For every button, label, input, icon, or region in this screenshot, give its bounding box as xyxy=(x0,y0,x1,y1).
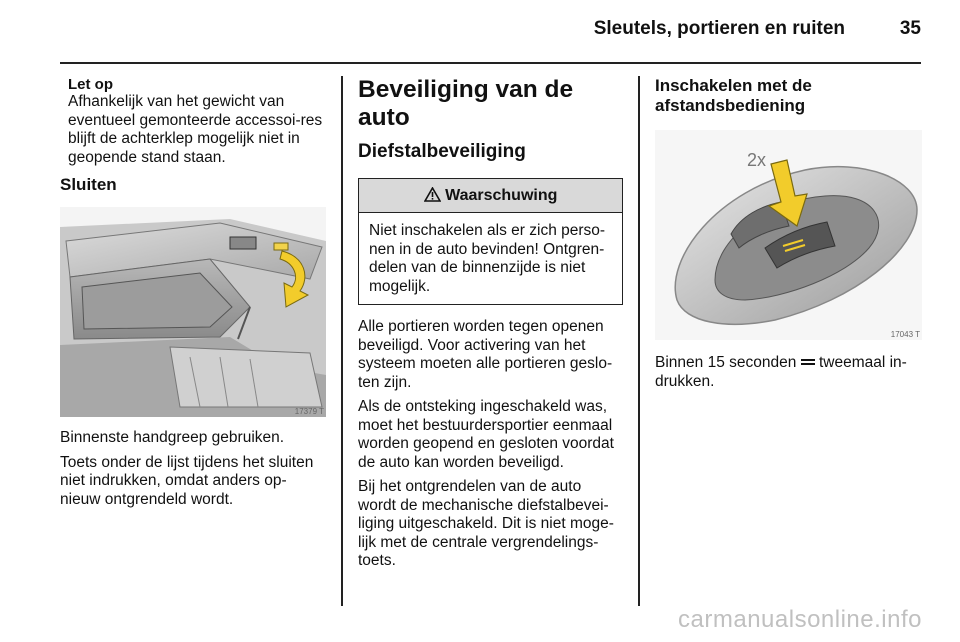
paragraph: Toets onder de lijst tijdens het sluiten niet indrukken, omdat anders op-nieuw ontgrendeld wordt. xyxy=(60,453,314,508)
warning-header xyxy=(359,179,622,213)
column-left xyxy=(60,76,326,515)
paragraph: Alle portieren worden tegen openen beveiligd. Voor activering van het systeem moeten alle portieren geslo-ten zijn. xyxy=(358,318,613,391)
subheading: Diefstalbeveiliging xyxy=(358,141,526,162)
column-divider-2 xyxy=(638,76,640,606)
note-text: Afhankelijk van het gewicht van eventueel gemonteerde accessoi-res blijft de achterklep mogelijk niet in geopende stand staan. xyxy=(68,93,323,166)
warning-text: Niet inschakelen als er zich perso-nen in de auto bevinden! Ontgren-delen van de binnenzijde is niet mogelijk. xyxy=(369,222,606,295)
warning-box xyxy=(358,178,623,305)
section-heading-sluiten: Sluiten xyxy=(60,175,117,194)
page-header-title: Sleutels, portieren en ruiten xyxy=(593,18,845,39)
paragraph: Binnenste handgreep gebruiken. xyxy=(60,429,285,446)
column-divider-1 xyxy=(341,76,343,606)
instruction-paragraph xyxy=(655,354,922,391)
instruction-text-start: Binnen 15 seconden xyxy=(655,354,797,371)
main-heading: Beveiliging van de auto xyxy=(358,76,574,131)
warning-triangle-icon xyxy=(424,187,441,202)
warning-body xyxy=(359,213,622,304)
watermark: carmanualsonline.info xyxy=(678,606,922,633)
figure-code: 17379 T xyxy=(294,407,324,416)
remote-key-illustration xyxy=(655,130,922,340)
section-heading: Inschakelen met de afstandsbediening xyxy=(655,76,812,115)
paragraph: Bij het ontgrendelen van de auto wordt de mechanische diefstalbevei-liging uitgeschakeld. Dit is niet moge-lijk met de centrale vergrendelings-toets. xyxy=(358,478,614,569)
press-count-label: 2x xyxy=(747,150,767,170)
remote-key-figure xyxy=(655,130,922,340)
note-title: Let op xyxy=(68,76,113,93)
column-middle xyxy=(358,76,623,577)
warning-title: Waarschuwing xyxy=(445,187,558,204)
column-right xyxy=(655,76,922,397)
tailgate-illustration xyxy=(60,207,326,417)
page-number: 35 xyxy=(899,18,921,39)
lock-button-icon xyxy=(801,357,815,367)
paragraph: Als de ontsteking ingeschakeld was, moet het bestuurdersportier eenmaal worden geopend en gesloten voordat de auto kan worden beveiligd. xyxy=(358,398,614,471)
instruction-text-end: tweemaal in-drukken. xyxy=(655,354,907,390)
header-divider xyxy=(60,62,921,64)
figure-code: 17043 T xyxy=(890,330,920,339)
tailgate-figure xyxy=(60,207,326,417)
